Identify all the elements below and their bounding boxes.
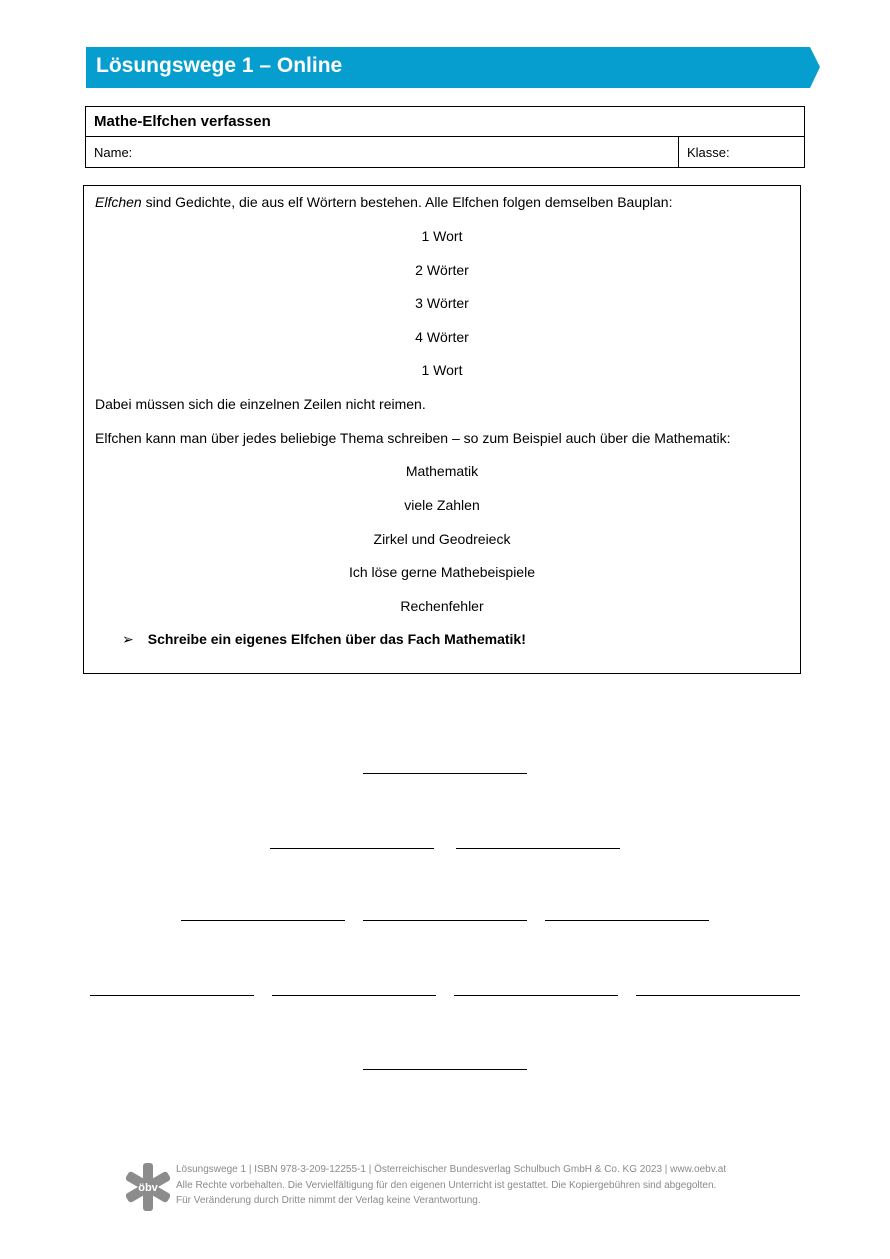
name-label: Name: (94, 145, 133, 160)
oebv-logo-icon (126, 1163, 170, 1211)
intro-text (95, 194, 672, 210)
answer-blank[interactable] (545, 920, 709, 921)
worksheet-title: Mathe-Elfchen verfassen (86, 107, 804, 137)
worksheet-header-table (85, 106, 805, 168)
logo-text: öbv (138, 1182, 158, 1194)
intro-body: sind Gedichte, die aus elf Wörtern bestehen. Alle Elfchen folgen demselben Bauplan: (141, 194, 673, 210)
footer-line-3: Für Veränderung durch Dritte nimmt der Verlag keine Verantwortung. (176, 1195, 481, 1206)
footer-line-1: Lösungswege 1 | ISBN 978-3-209-12255-1 | Österreichischer Bundesverlag Schulbuch GmbH & Co. KG 2023 | www.oebv.at (176, 1164, 727, 1175)
bauplan-line: 1 Wort (421, 228, 463, 244)
klasse-label: Klasse: (687, 145, 730, 160)
klasse-field[interactable] (679, 137, 804, 167)
answer-blank[interactable] (454, 995, 618, 996)
task-instruction (122, 631, 526, 648)
intro-emphasis: Elfchen (95, 194, 142, 210)
task-text: Schreibe ein eigenes Elfchen über das Fach Mathematik! (147, 631, 526, 647)
bauplan-line: 4 Wörter (415, 329, 469, 345)
footer-text (176, 1162, 726, 1209)
rhyme-note: Dabei müssen sich die einzelnen Zeilen nicht reimen. (95, 396, 426, 412)
footer (126, 1162, 806, 1217)
answer-blank[interactable] (181, 920, 345, 921)
example-line: viele Zahlen (404, 497, 480, 513)
answer-blank[interactable] (363, 773, 527, 774)
answer-blank[interactable] (90, 995, 254, 996)
arrow-bullet-icon: ➢ (122, 631, 134, 647)
answer-blank[interactable] (636, 995, 800, 996)
name-field[interactable] (86, 137, 679, 167)
answer-blank[interactable] (363, 1069, 527, 1070)
answer-blank[interactable] (456, 848, 620, 849)
instruction-box (83, 185, 801, 674)
topic-note: Elfchen kann man über jedes beliebige Thema schreiben – so zum Beispiel auch über die Mathematik: (95, 430, 731, 446)
example-line: Rechenfehler (400, 598, 484, 614)
footer-line-2: Alle Rechte vorbehalten. Die Vervielfältigung für den eigenen Unterricht ist gestattet. Die Kopiergebühren sind abgegolten. (176, 1179, 717, 1191)
bauplan-line: 1 Wort (421, 362, 463, 378)
example-line: Zirkel und Geodreieck (373, 531, 511, 547)
bauplan-line: 2 Wörter (415, 262, 469, 278)
banner-title: Lösungswege 1 – Online (96, 54, 343, 77)
example-line: Mathematik (405, 463, 479, 479)
bauplan-line: 3 Wörter (415, 295, 469, 311)
example-line: Ich löse gerne Mathebeispiele (348, 564, 535, 580)
answer-blank[interactable] (270, 848, 434, 849)
answer-blank[interactable] (363, 920, 527, 921)
header-banner (86, 47, 820, 88)
answer-blank[interactable] (272, 995, 436, 996)
